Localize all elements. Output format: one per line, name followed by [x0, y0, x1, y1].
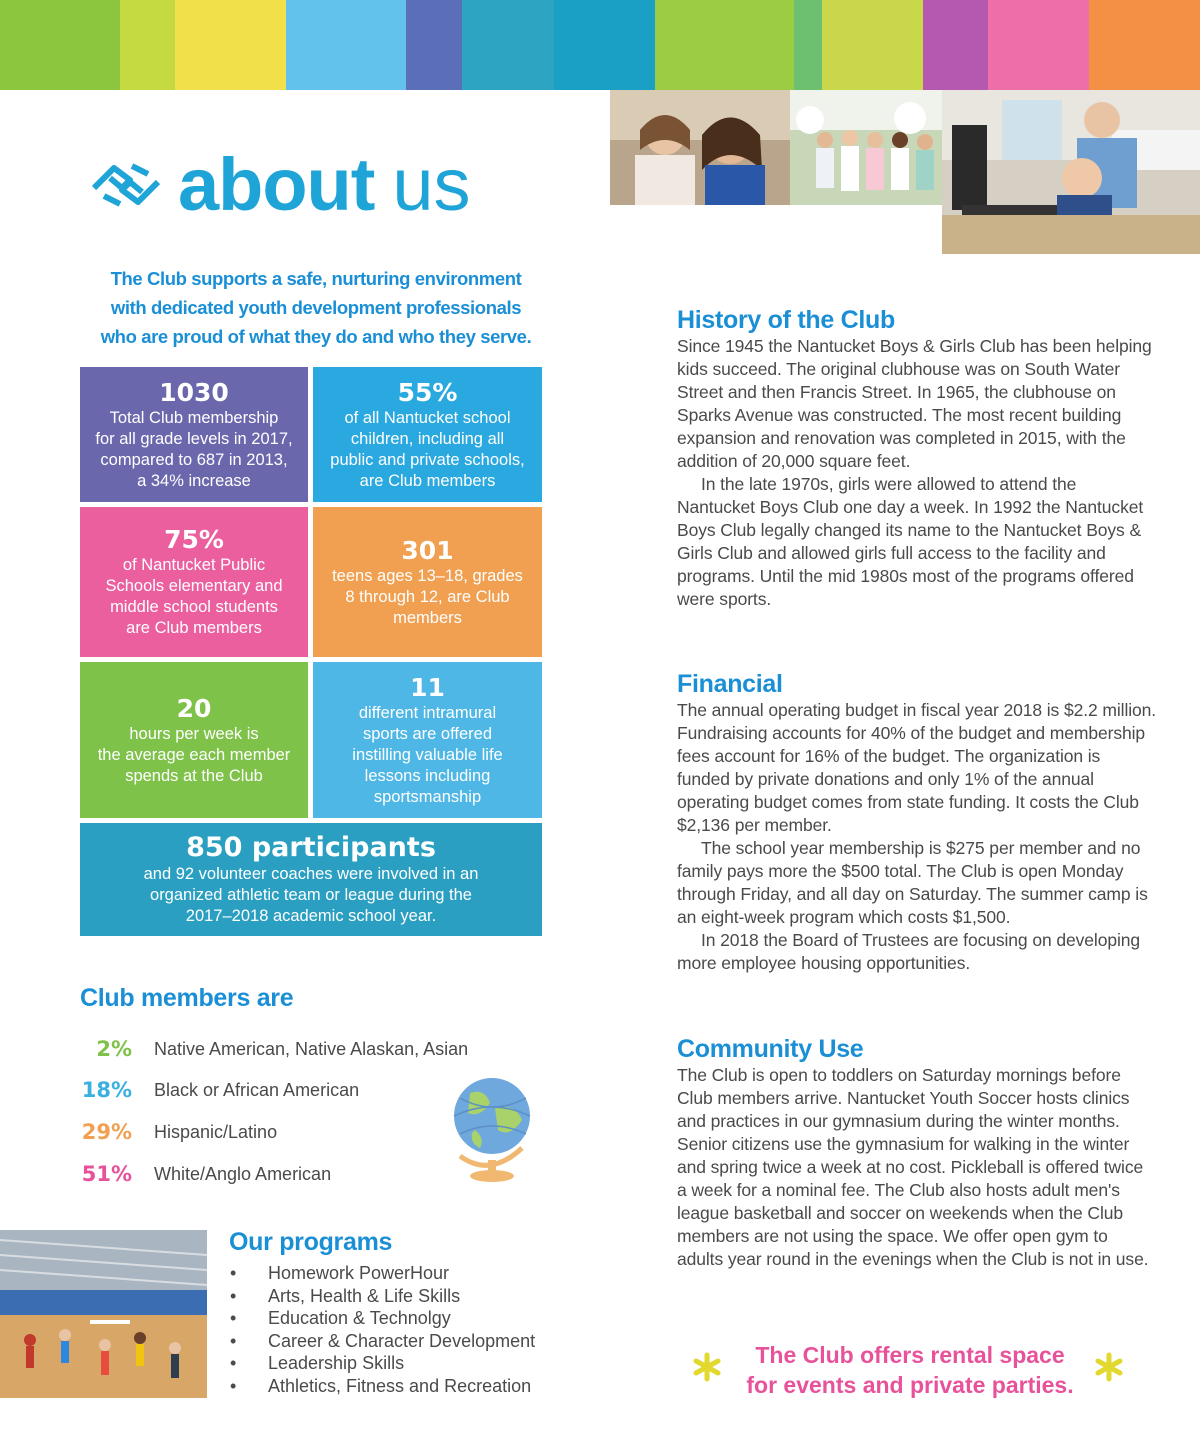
demographic-label: Hispanic/Latino — [154, 1121, 278, 1142]
history-text — [677, 335, 1157, 611]
list-item — [228, 1352, 535, 1375]
rental-line: for events and private parties. — [746, 1372, 1074, 1398]
globe-icon — [440, 1068, 540, 1184]
paragraph: The school year membership is $275 per member and no family pays more the $500 total. The Club is open Monday through Friday, and all day on Saturday. The summer camp is an eight-week program which costs $1,500. — [677, 838, 1148, 927]
stripe — [988, 0, 1090, 90]
bullet: • — [230, 1263, 237, 1283]
stat-number: 1030 — [159, 377, 229, 407]
stat-text: sportsmanship — [373, 787, 482, 806]
stat-text: organized athletic team or league during the — [150, 886, 472, 904]
intro-line: The Club supports a safe, nurturing environment — [110, 268, 522, 289]
stat-box-sports — [313, 662, 542, 818]
stripe — [120, 0, 175, 90]
stat-text: Schools elementary and — [105, 577, 283, 595]
list-item — [228, 1330, 535, 1353]
stat-text: the average each member — [97, 745, 291, 764]
demographic-pct: 2% — [96, 1037, 132, 1061]
stripe — [923, 0, 988, 90]
list-item — [228, 1262, 535, 1285]
stat-text: middle school students — [110, 598, 278, 616]
list-item — [228, 1307, 535, 1330]
stripe — [822, 0, 924, 90]
stat-text: spends at the Club — [125, 766, 263, 785]
stripe — [286, 0, 406, 90]
demographic-label: Native American, Native Alaskan, Asian — [154, 1038, 469, 1059]
paragraph: Since 1945 the Nantucket Boys & Girls Club has been helping kids succeed. The original clubhouse was on South Water Street and then Francis Street. In 1965, the clubhouse on Sparks Avenue was constructed. The most recent building expansion and renovation was completed in 2015, with the addition of 20,000 square feet. — [677, 336, 1152, 471]
boys-girls-club-logo-icon — [90, 160, 162, 210]
stat-text: different intramural — [358, 703, 497, 722]
stat-box-teens — [313, 507, 542, 657]
program-label: Arts, Health & Life Skills — [268, 1285, 461, 1306]
program-label: Athletics, Fitness and Recreation — [268, 1375, 532, 1396]
stripe — [406, 0, 461, 90]
list-item — [228, 1285, 535, 1308]
stat-box-membership — [80, 367, 308, 502]
bullet: • — [230, 1308, 237, 1328]
stat-text: instilling valuable life — [352, 745, 503, 764]
stat-text: Total Club membership — [109, 408, 279, 427]
demographics-heading: Club members are — [80, 984, 294, 1012]
stat-text: members — [393, 608, 462, 627]
stat-text: a 34% increase — [137, 471, 251, 490]
page-title — [90, 145, 560, 225]
program-label: Education & Technolgy — [268, 1308, 451, 1328]
history-heading: History of the Club — [677, 306, 895, 334]
demographic-row — [80, 1159, 500, 1189]
paragraph: In the late 1970s, girls were allowed to attend the Nantucket Boys Club one day a week. In 1992 the Nantucket Boys Club legally changed its name to the Nantucket Boys & Girls Club and allowed girls full access to the facility and programs. Until the mid 1980s most of the programs offered were sports. — [677, 474, 1144, 609]
demographic-pct: 18% — [81, 1078, 132, 1102]
stat-text: 2017–2018 academic school year. — [185, 907, 437, 925]
stat-text: children, including all — [350, 429, 505, 448]
stat-text: hours per week is — [129, 724, 259, 743]
stripe — [175, 0, 286, 90]
intro-line: with dedicated youth development professionals — [110, 297, 522, 318]
stat-box-public-schools — [80, 507, 308, 657]
stat-text: sports are offered — [362, 724, 493, 743]
stat-box-hours — [80, 662, 308, 818]
rental-callout — [690, 1340, 1130, 1400]
stat-text: are Club members — [359, 471, 496, 490]
intro-line: who are proud of what they do and who they serve. — [100, 326, 532, 347]
photo-kids-group — [790, 90, 945, 205]
stat-number: 75% — [164, 525, 224, 554]
bullet: • — [230, 1353, 237, 1373]
stat-number: 11 — [410, 672, 445, 702]
demographic-pct: 51% — [81, 1162, 132, 1186]
stat-number: 301 — [401, 535, 454, 565]
stripe — [462, 0, 554, 90]
stat-text: 8 through 12, are Club — [345, 587, 510, 606]
stat-text: for all grade levels in 2017, — [95, 429, 293, 448]
bullet: • — [230, 1285, 237, 1306]
community-text — [677, 1064, 1157, 1271]
program-label: Homework PowerHour — [268, 1263, 450, 1283]
program-label: Leadership Skills — [268, 1353, 405, 1373]
stat-text: public and private schools, — [330, 450, 525, 469]
demographic-pct: 29% — [81, 1120, 132, 1144]
stripe — [554, 0, 656, 90]
stat-text: of all Nantucket school — [344, 408, 511, 427]
stat-number: 20 — [176, 693, 212, 723]
stripe — [794, 0, 822, 90]
bullet: • — [230, 1330, 237, 1351]
stat-text: lessons including — [364, 766, 491, 785]
photo-gymnasium — [0, 1230, 207, 1398]
participants-number: 850 participants — [186, 832, 436, 863]
stripe — [1089, 0, 1200, 90]
stat-text: compared to 687 in 2013, — [100, 450, 288, 469]
demographic-row — [80, 1075, 500, 1105]
financial-text — [677, 699, 1157, 975]
stat-number: 55% — [397, 377, 458, 407]
bullet: • — [230, 1375, 237, 1396]
stat-text: and 92 volunteer coaches were involved in an — [143, 865, 479, 883]
paragraph: The Club is open to toddlers on Saturday mornings before Club members arrive. Nantucket Youth Soccer hosts clinics and practices in our gymnasium during the winter months. Senior citizens use the gymnasium for walking in the winter and spring twice a week at no cost. Pickleball is offered twice a week for a nominal fee. The Club also hosts adult men's league basketball and soccer on weekends when the Club members are not using the space. We offer open gym to adults year round in the evenings when the Club is not in use. — [677, 1065, 1149, 1269]
stat-text: teens ages 13–18, grades — [332, 566, 523, 585]
list-item — [228, 1375, 535, 1398]
demographic-row — [80, 1034, 500, 1064]
programs-list — [228, 1262, 535, 1397]
photo-girls-smiling — [610, 90, 790, 205]
demographic-label: White/Anglo American — [154, 1163, 332, 1184]
stat-box-school-children — [313, 367, 542, 502]
financial-heading: Financial — [677, 670, 783, 698]
program-label: Career & Character Development — [268, 1330, 536, 1351]
paragraph: The annual operating budget in fiscal year 2018 is $2.2 million. Fundraising accounts for 40% of the budget and membership fees account for 16% of the budget. The organization is funded by private donations and only 1% of the annual operating budget comes from state funding. It costs the Club $2,136 per member. — [677, 700, 1157, 835]
demographic-label: Black or African American — [154, 1079, 360, 1100]
stat-text: of Nantucket Public — [122, 556, 266, 574]
stripe — [655, 0, 793, 90]
photo-computer-lab — [942, 90, 1200, 254]
programs-heading: Our programs — [229, 1228, 393, 1256]
demographic-row — [80, 1117, 500, 1147]
intro-statement — [80, 264, 552, 351]
title-us: us — [392, 143, 471, 226]
color-stripe-banner — [0, 0, 1200, 90]
stripe — [0, 0, 120, 90]
community-heading: Community Use — [677, 1035, 864, 1063]
rental-line: The Club offers rental space — [755, 1342, 1065, 1368]
paragraph: In 2018 the Board of Trustees are focusing on developing more employee housing opportunities. — [677, 930, 1141, 973]
title-about: about — [178, 143, 375, 226]
stat-text: are Club members — [126, 619, 262, 637]
stat-box-participants — [80, 823, 542, 936]
